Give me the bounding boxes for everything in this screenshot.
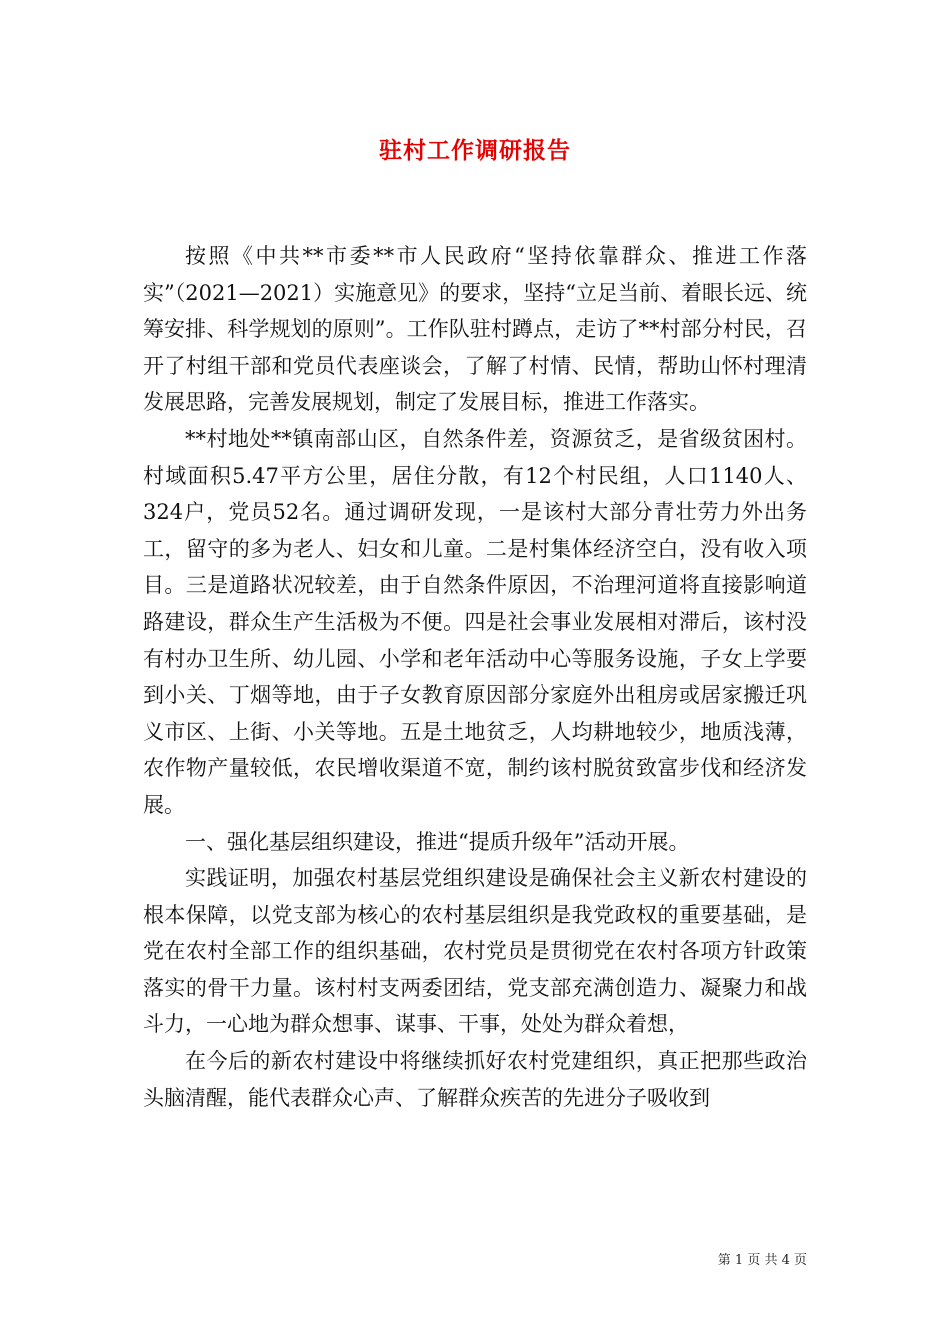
page-number-footer: 第 1 页 共 4 页 bbox=[717, 1253, 807, 1268]
document-title: 驻村工作调研报告 bbox=[379, 137, 571, 164]
paragraph-intro: 按照《中共**市委**市人民政府“坚持依靠群众、推进工作落实”（2021—2021）实施意见》的要求，坚持“立足当前、着眼长远、统筹安排、科学规划的原则”。工作队驻村蹲点，走访了**村部分村民，召开了村组干部和党员代表座谈会，了解了村情、民情，帮助山怀村理清发展思路，完善发展规划，制定了发展目标，推进工作落实。 bbox=[143, 244, 807, 415]
document-body bbox=[143, 238, 807, 1116]
paragraph-future-plan: 在今后的新农村建设中将继续抓好农村党建组织，真正把那些政治头脑清醒，能代表群众心声、了解群众疾苦的先进分子吸收到 bbox=[143, 1049, 807, 1110]
paragraph-party-building: 实践证明，加强农村基层党组织建设是确保社会主义新农村建设的根本保障，以党支部为核心的农村基层组织是我党政权的重要基础，是党在农村全部工作的组织基础，农村党员是贯彻党在农村各项方针政策落实的骨干力量。该村村支两委团结，党支部充满创造力、凝聚力和战斗力，一心地为群众想事、谋事、干事，处处为群众着想， bbox=[143, 866, 807, 1037]
section-heading-1: 一、强化基层组织建设，推进“提质升级年”活动开展。 bbox=[185, 829, 690, 854]
paragraph-village-situation: **村地处**镇南部山区，自然条件差，资源贫乏，是省级贫困村。村域面积5.47平方公里，居住分散，有12个村民组，人口1140人、324户，党员52名。通过调研发现，一是该村大部分青壮劳力外出务工，留守的多为老人、妇女和儿童。二是村集体经济空白，没有收入项目。三是道路状况较差，由于自然条件原因，不治理河道将直接影响道路建设，群众生产生活极为不便。四是社会事业发展相对滞后，该村没有村办卫生所、幼儿园、小学和老年活动中心等服务设施，子女上学要到小关、丁烟等地，由于子女教育原因部分家庭外出租房或居家搬迁巩义市区、上街、小关等地。五是土地贫乏，人均耕地较少，地质浅薄，农作物产量较低，农民增收渠道不宽，制约该村脱贫致富步伐和经济发展。 bbox=[143, 426, 807, 817]
